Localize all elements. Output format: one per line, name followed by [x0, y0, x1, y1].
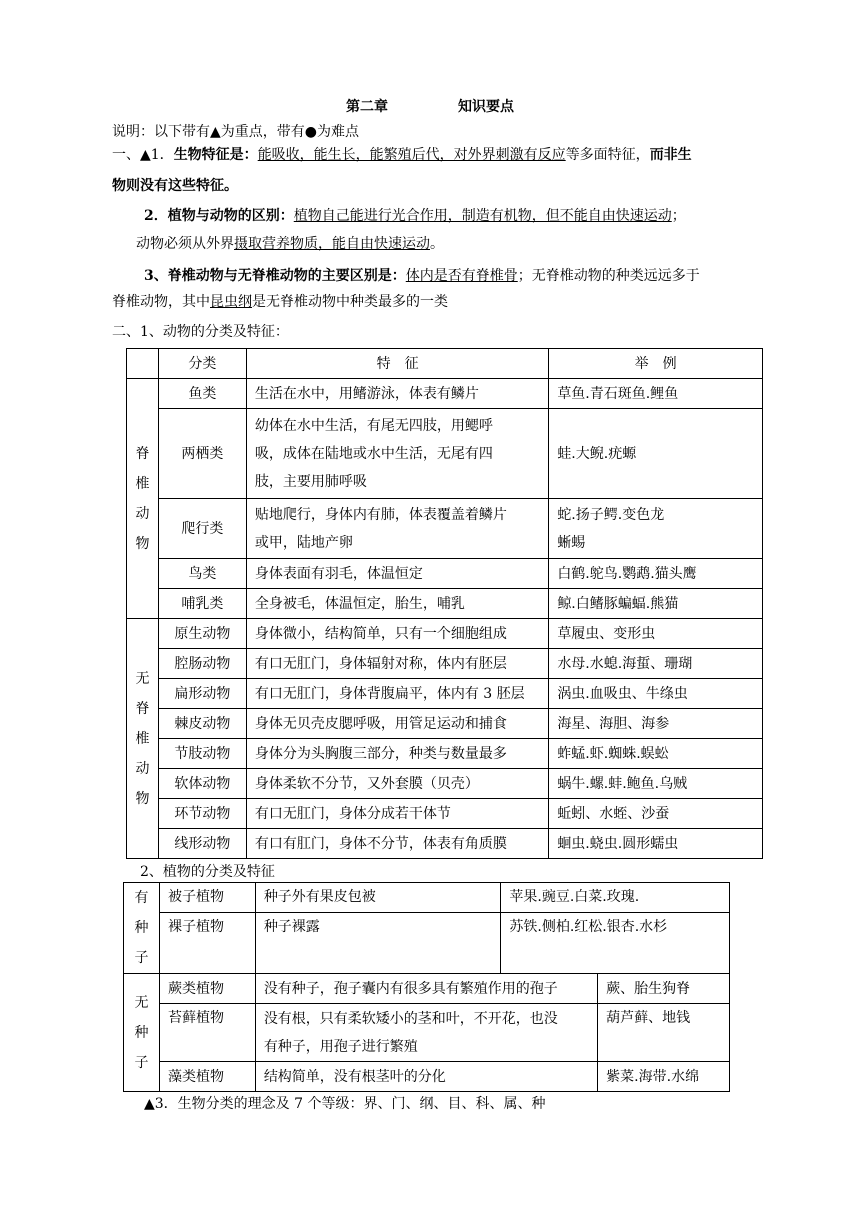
table-row: 藻类植物 结构简单，没有根茎叶的分化 紫菜.海带.水绵 — [124, 1062, 730, 1092]
paragraph-classification-levels: ▲3．生物分类的理念及 7 个等级：界、门、纲、目、科、属、种 — [144, 1096, 546, 1112]
invertebrate-group-label: 无 脊 椎 动 物 — [127, 619, 159, 859]
table-row: 无 种 子 蕨类植物 没有种子，孢子囊内有很多具有繁殖作用的孢子 蕨、胎生狗脊 — [124, 974, 730, 1004]
table-row: 扁形动物 有口无肛门，身体背腹扁平，体内有 3 胚层 涡虫.血吸虫、牛绦虫 — [127, 679, 763, 709]
table-header-row — [127, 349, 763, 379]
seedless-group-label: 无 种 子 — [124, 974, 160, 1092]
paragraph-3-line-2: 脊椎动物，其中昆虫纲是无脊椎动物中种类最多的一类 — [112, 294, 448, 310]
section-animals-heading: 二、1、动物的分类及特征： — [112, 324, 289, 340]
paragraph-3: 3、脊椎动物与无脊椎动物的主要区别是：体内是否有脊椎骨；无脊椎动物的种类远远多于 — [144, 268, 700, 284]
table-row: 腔肠动物 有口无肛门，身体辐射对称，体内有胚层 水母.水螅.海蜇、珊瑚 — [127, 649, 763, 679]
header-feature: 特 征 — [246, 349, 548, 379]
table-row: 节肢动物 身体分为头胸腹三部分，种类与数量最多 蚱蜢.虾.蜘蛛.蜈蚣 — [127, 739, 763, 769]
paragraph-1-line-2: 物则没有这些特征。 — [112, 178, 238, 194]
seed-group-label: 有 种 子 — [124, 883, 160, 974]
table-row: 苔藓植物 没有根，只有柔软矮小的茎和叶，不开花，也没 有种子，用孢子进行繁殖 葫芦藓、地钱 — [124, 1004, 730, 1062]
paragraph-2: 2．植物与动物的区别：植物自己能进行光合作用，制造有机物，但不能自由快速运动； — [144, 208, 686, 224]
table-row: 软体动物 身体柔软不分节，又外套膜（贝壳） 蜗牛.螺.蚌.鲍鱼.乌贼 — [127, 769, 763, 799]
table-row: 线形动物 有口有肛门，身体不分节，体表有角质膜 蛔虫.蛲虫.圆形蠕虫 — [127, 829, 763, 859]
table-row: 两栖类 幼体在水中生活，有尾无四肢，用鳃呼 吸，成体在陆地或水中生活，无尾有四 肢，主要用肺呼吸 蛙.大鲵.疣螈 — [127, 409, 763, 499]
header-example: 举 例 — [549, 349, 763, 379]
table-row: 脊 椎 动 物 鱼类 生活在水中，用鳍游泳，体表有鳞片 草鱼.青石斑鱼.鲤鱼 — [127, 379, 763, 409]
header-category: 分类 — [158, 349, 246, 379]
table-row: 裸子植物 种子裸露 苏铁.侧柏.红松.银杏.水杉 — [124, 912, 730, 973]
table-row: 哺乳类 全身被毛，体温恒定，胎生，哺乳 鲸.白鳍豚蝙蝠.熊猫 — [127, 589, 763, 619]
table-row: 棘皮动物 身体无贝壳皮腮呼吸，用管足运动和捕食 海星、海胆、海参 — [127, 709, 763, 739]
table-row: 爬行类 贴地爬行，身体内有肺，体表覆盖着鳞片 或甲，陆地产卵 蛇.扬子鳄.变色龙 蜥蜴 — [127, 499, 763, 559]
topic-label: 知识要点 — [458, 99, 514, 115]
table-row: 环节动物 有口无肛门，身体分成若干体节 蚯蚓、水蛭、沙蚕 — [127, 799, 763, 829]
section-plants-heading: 2、植物的分类及特征 — [140, 864, 275, 880]
table-row: 有 种 子 被子植物 种子外有果皮包被 苹果.豌豆.白菜.玫瑰. — [124, 883, 730, 913]
paragraph-1: 一、▲1．生物特征是：能吸收，能生长，能繁殖后代，对外界刺激有反应等多面特征，而非生 — [112, 147, 692, 163]
legend-note: 说明：以下带有▲为重点，带有●为难点 — [112, 124, 359, 140]
paragraph-2-line-2: 动物必须从外界摄取营养物质，能自由快速运动。 — [136, 236, 444, 252]
chapter-label: 第二章 — [346, 99, 388, 115]
table-row: 鸟类 身体表面有羽毛，体温恒定 白鹤.鸵鸟.鹦鹉.猫头鹰 — [127, 559, 763, 589]
vertebrate-group-label: 脊 椎 动 物 — [127, 379, 159, 619]
page-title — [0, 96, 860, 116]
table-row: 无 脊 椎 动 物 原生动物 身体微小，结构简单，只有一个细胞组成 草履虫、变形虫 — [127, 619, 763, 649]
animal-table — [126, 348, 763, 859]
plant-table — [123, 882, 730, 1092]
